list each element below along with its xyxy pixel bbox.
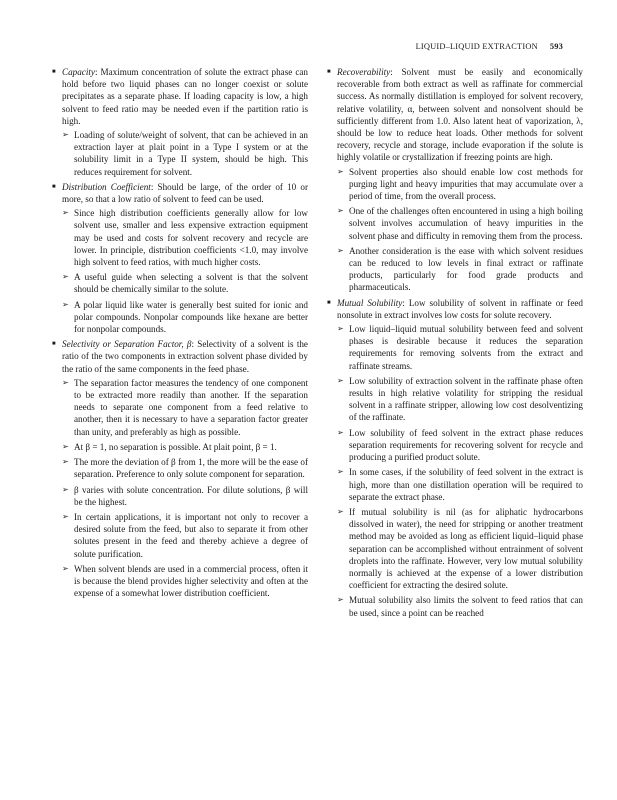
sub-item [62,563,308,600]
bullet-text: : Selectivity of a solvent is the ratio of the two components in extraction solvent phase divided by the ratio of the same components in the feed phase. [62,339,308,374]
sub-item [62,456,308,480]
bullet-paragraph [337,297,583,321]
sub-item-text: Mutual solubility also limits the solvent to feed ratios that can be used, since a point can be reached [349,595,583,618]
sub-item [337,594,583,618]
sub-item-text: Another consideration is the ease with which solvent residues can be reduced to low levels in final extract or raffinate products, particularly for food grade products and pharmaceuticals. [349,245,583,293]
page-number: 593 [549,42,563,51]
arrowhead-icon: ➢ [62,441,69,451]
bullet-item [52,181,308,335]
bullet-term: Recoverability [337,67,391,77]
arrowhead-icon: ➢ [62,377,69,387]
arrowhead-icon: ➢ [337,506,344,516]
bullet-item [327,297,583,619]
running-head [416,42,563,51]
sub-item-text: Solvent properties also should enable low cost methods for purging light and heavy impurities that may accumulate over a period of time, from the overall process. [349,166,583,202]
sub-item-text: The more the deviation of β from 1, the more will be the ease of separation. Preference to only solute component for separation. [74,457,308,480]
arrowhead-icon: ➢ [337,324,344,334]
bullet-text: : Should be large, of the order of 10 or more, so that a low ratio of solvent to feed can be used. [62,181,308,205]
sub-item-text: Since high distribution coefficients generally allow for low solvent use, smaller and less expensive extraction equipment may be used and costs for solvent recovery and recycle are lower. In principle, distribution coefficients <1.0, may involve high solvent to feed ratios, with much higher costs. [74,208,308,268]
sub-item [62,511,308,560]
sub-item [337,205,583,242]
sub-item-text: In certain applications, it is important not only to recover a desired solute from the feed, but also to separate it from other solutes present in the feed and thereby achieve a degree of solute purification. [74,511,308,559]
sub-item [62,441,308,453]
arrowhead-icon: ➢ [337,427,344,437]
square-bullet-icon: ■ [327,69,331,75]
square-bullet-icon: ■ [52,69,56,75]
sub-item [337,245,583,294]
sub-item [337,506,583,591]
sub-item [62,129,308,178]
bullet-item [52,66,308,178]
bullet-paragraph [337,66,583,164]
sub-item [337,466,583,503]
arrowhead-icon: ➢ [62,130,69,140]
arrowhead-icon: ➢ [62,272,69,282]
bullet-term: Distribution Coefficient [62,181,151,192]
sub-item-text: At β = 1, no separation is possible. At plait point, β = 1. [74,441,277,452]
sub-item-text: In some cases, if the solubility of feed solvent in the extract is high, more than one distillation operation will be required to separate the extract phase. [349,467,583,502]
sub-item [337,166,583,203]
arrowhead-icon: ➢ [62,511,69,521]
sub-item [62,207,308,268]
arrowhead-icon: ➢ [62,457,69,467]
bullet-term: Selectivity or Separation Factor, β [62,339,192,350]
right-column [327,66,583,622]
bullet-item [327,66,583,294]
sub-item-text: Low liquid–liquid mutual solubility between feed and solvent phases is desirable because it reduces the separation requirements for removing solvents from the extract and raffinate streams. [349,324,583,371]
arrowhead-icon: ➢ [337,245,344,255]
chapter-title: LIQUID–LIQUID EXTRACTION [415,42,538,51]
square-bullet-icon: ■ [52,341,56,348]
bullet-text: : Maximum concentration of solute the extract phase can hold before two liquid phases can no longer coexist or solute precipitates as a separate phase. If loading capacity is low, a high solvent to feed ratio may be needed even if the partition ratio is high. [62,67,308,126]
sub-item [337,427,583,464]
sub-item-text: When solvent blends are used in a commercial process, often it is because the blend provides higher selectivity and often at the expense of a somewhat lower distribution coefficient. [74,563,308,599]
arrowhead-icon: ➢ [62,563,69,573]
sub-item [62,484,308,508]
bullet-paragraph [62,181,308,205]
sub-list [62,129,308,178]
sub-item-text: A polar liquid like water is generally best suited for ionic and polar compounds. Nonpolar compounds like hexane are better for nonpolar compounds. [74,299,308,335]
arrowhead-icon: ➢ [337,375,344,385]
sub-item-text: Low solubility of extraction solvent in the raffinate phase often results in high relative volatility for stripping the residual solvent in a raffinate stripper, allowing low cost desolventizing of the raffinate. [349,375,583,423]
sub-item-text: If mutual solubility is nil (as for aliphatic hydrocarbons dissolved in water), the need for stripping or another treatment method may be avoided as long as efficient liquid–liquid phase separation can be accomplished without entrainment of solvent droplets into the raffinate. However, very low mutual solubility normally is achieved at the expense of a lower distribution coefficient for extracting the desired solute. [349,506,583,591]
bullet-term: Mutual Solubility [337,297,403,308]
bullet-paragraph [62,338,308,375]
sub-item [337,323,583,372]
arrowhead-icon: ➢ [337,206,344,216]
arrowhead-icon: ➢ [337,166,344,176]
sub-list [337,166,583,294]
sub-list [62,207,308,335]
arrowhead-icon: ➢ [62,299,69,309]
left-column [52,66,308,602]
sub-item [337,375,583,424]
arrowhead-icon: ➢ [337,595,344,605]
sub-item-text: Low solubility of feed solvent in the extract phase reduces separation requirements for recovering solvent for recycle and producing a purified product solute. [349,427,583,463]
arrowhead-icon: ➢ [337,467,344,477]
sub-list [337,323,583,619]
sub-item-text: A useful guide when selecting a solvent is that the solvent should be chemically similar to the solute. [74,272,308,295]
bullet-text: : Low solubility of solvent in raffinate or feed nonsolute in extract involves low costs for solute recovery. [337,297,583,320]
bullet-item [52,338,308,599]
sub-item-text: β varies with solute concentration. For dilute solutions, β will be the highest. [74,484,308,507]
sub-item-text: The separation factor measures the tendency of one component to be extracted more readily than another. If the separation needs to separate one component from a feed relative to another, then it is necessary to have a separation factor greater than unity, and preferably as high as possible. [74,377,308,437]
sub-item-text: Loading of solute/weight of solvent, that can be achieved in an extraction layer at plait point in a Type I system or at the solubility limit in a Type II system, should be high. This reduces requirement for solvent. [74,130,308,177]
bullet-term: Capacity [62,67,95,77]
arrowhead-icon: ➢ [62,484,69,494]
bullet-text: : Solvent must be easily and economically recoverable from both extract as well as raffinate for commercial success. As normally distillation is employed for solvent recovery, relative volatility, α, between solvent and nonsolvent should be sufficiently different from 1.0. Also latent heat of vaporization, λ, should be low to reduce heat loads. Other methods for solvent recovery, recycle and storage, include evaporation if the solute is highly volatile or crystallization if freezing points are high. [337,67,583,163]
sub-item [62,299,308,336]
arrowhead-icon: ➢ [62,208,69,218]
sub-list [62,377,308,599]
sub-item [62,377,308,438]
sub-item-text: One of the challenges often encountered in using a high boiling solvent involves accumulation of heavy impurities in the solvent phase and difficulty in removing them from the process. [349,206,583,241]
square-bullet-icon: ■ [52,183,56,190]
bullet-paragraph [62,66,308,127]
square-bullet-icon: ■ [327,299,331,306]
sub-item [62,271,308,295]
